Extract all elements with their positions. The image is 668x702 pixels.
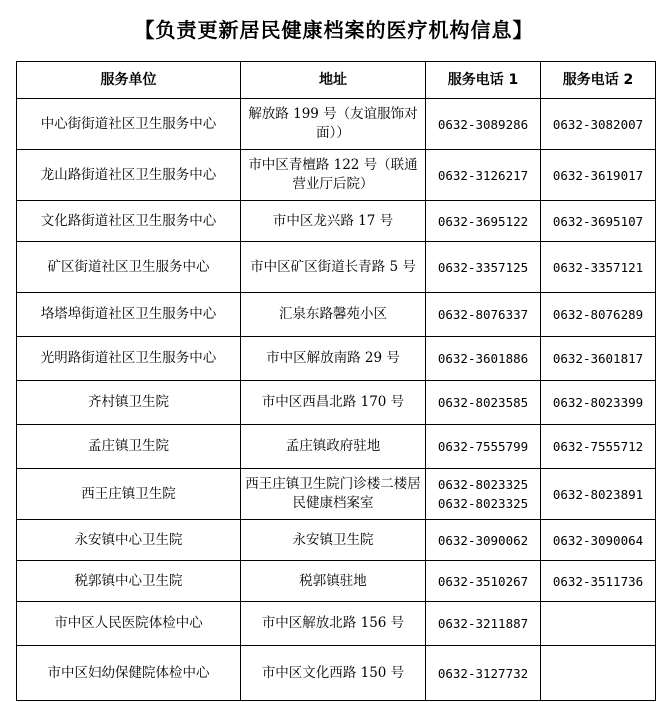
address-cell: 市中区解放南路 29 号: [241, 337, 426, 381]
phone-2-cell: [541, 602, 656, 646]
table-row: [17, 602, 656, 646]
address-cell: 市中区青檀路 122 号（联通营业厅后院）: [241, 150, 426, 201]
phone-1-number: 0632-3510267: [437, 573, 529, 589]
phone-1-cell: [426, 561, 541, 602]
service-unit-cell: 税郭镇中心卫生院: [17, 561, 241, 602]
table-header-row: [17, 62, 656, 99]
service-unit-cell: 市中区人民医院体检中心: [17, 602, 241, 646]
phone-1-number: 0632-7555799: [437, 439, 529, 454]
phone-1-cell: [426, 150, 541, 201]
address-cell: 解放路 199 号（友谊服饰对面））: [241, 99, 426, 150]
phone-1-number: 0632-3127732: [437, 665, 529, 681]
header-phone-1: 服务电话 1: [426, 62, 541, 99]
phone-1-cell: [426, 646, 541, 701]
phone-1-number: 0632-3601886: [437, 351, 529, 366]
address-cell: 市中区文化西路 150 号: [241, 646, 426, 701]
address-cell: 市中区矿区街道长青路 5 号: [241, 242, 426, 293]
phone-1-number: 0632-8023585: [437, 395, 529, 410]
page-title: 【负责更新居民健康档案的医疗机构信息】: [134, 18, 534, 42]
phone-2-cell: 0632-3082007: [541, 99, 656, 150]
phone-2-cell: 0632-3619017: [541, 150, 656, 201]
phone-1-cell: [426, 337, 541, 381]
table-row: [17, 469, 656, 520]
phone-2-cell: 0632-8023891: [541, 469, 656, 520]
phone-1-number: 0632-8023325: [437, 496, 529, 511]
service-unit-cell: 西王庄镇卫生院: [17, 469, 241, 520]
phone-1-cell: [426, 293, 541, 337]
table-row: [17, 561, 656, 602]
header-phone-2: 服务电话 2: [541, 62, 656, 99]
phone-2-cell: 0632-3090064: [541, 520, 656, 561]
phone-2-cell: 0632-3601817: [541, 337, 656, 381]
institution-table: [16, 61, 656, 701]
table-row: [17, 201, 656, 242]
phone-1-cell: [426, 381, 541, 425]
address-cell: 西王庄镇卫生院门诊楼二楼居民健康档案室: [241, 469, 426, 520]
phone-1-cell: [426, 602, 541, 646]
address-cell: 市中区西昌北路 170 号: [241, 381, 426, 425]
table-row: [17, 150, 656, 201]
address-cell: 孟庄镇政府驻地: [241, 425, 426, 469]
phone-2-cell: 0632-3357121: [541, 242, 656, 293]
phone-1-number: 0632-3695122: [437, 213, 529, 229]
phone-1-number: 0632-3089286: [437, 116, 529, 132]
service-unit-cell: 市中区妇幼保健院体检中心: [17, 646, 241, 701]
phone-1-number: 0632-3211887: [437, 616, 529, 631]
phone-1-number: 0632-3126217: [437, 167, 529, 183]
phone-1-cell: [426, 242, 541, 293]
table-row: [17, 242, 656, 293]
phone-1-cell: [426, 425, 541, 469]
address-cell: 汇泉东路馨苑小区: [241, 293, 426, 337]
phone-1-number: 0632-3357125: [437, 259, 529, 275]
phone-2-cell: 0632-3695107: [541, 201, 656, 242]
phone-1-cell: [426, 520, 541, 561]
phone-2-cell: [541, 646, 656, 701]
header-address: 地址: [241, 62, 426, 99]
phone-2-cell: 0632-7555712: [541, 425, 656, 469]
service-unit-cell: 垎塔埠街道社区卫生服务中心: [17, 293, 241, 337]
phone-1-cell: [426, 469, 541, 520]
phone-1-cell: [426, 201, 541, 242]
service-unit-cell: 光明路街道社区卫生服务中心: [17, 337, 241, 381]
phone-1-cell: [426, 99, 541, 150]
address-cell: 市中区解放北路 156 号: [241, 602, 426, 646]
service-unit-cell: 龙山路街道社区卫生服务中心: [17, 150, 241, 201]
address-cell: 市中区龙兴路 17 号: [241, 201, 426, 242]
phone-2-cell: 0632-8023399: [541, 381, 656, 425]
table-row: [17, 99, 656, 150]
table-row: [17, 381, 656, 425]
header-unit: 服务单位: [17, 62, 241, 99]
table-row: [17, 293, 656, 337]
phone-2-cell: 0632-8076289: [541, 293, 656, 337]
service-unit-cell: 永安镇中心卫生院: [17, 520, 241, 561]
phone-1-number: 0632-8076337: [437, 307, 529, 322]
table-row: [17, 337, 656, 381]
table-row: [17, 520, 656, 561]
phone-1-number: 0632-8023325: [437, 477, 529, 492]
phone-1-number: 0632-3090062: [437, 532, 529, 548]
address-cell: 永安镇卫生院: [241, 520, 426, 561]
service-unit-cell: 齐村镇卫生院: [17, 381, 241, 425]
phone-2-cell: 0632-3511736: [541, 561, 656, 602]
service-unit-cell: 文化路街道社区卫生服务中心: [17, 201, 241, 242]
table-row: [17, 646, 656, 701]
service-unit-cell: 孟庄镇卫生院: [17, 425, 241, 469]
service-unit-cell: 矿区街道社区卫生服务中心: [17, 242, 241, 293]
address-cell: 税郭镇驻地: [241, 561, 426, 602]
service-unit-cell: 中心街街道社区卫生服务中心: [17, 99, 241, 150]
table-row: [17, 425, 656, 469]
